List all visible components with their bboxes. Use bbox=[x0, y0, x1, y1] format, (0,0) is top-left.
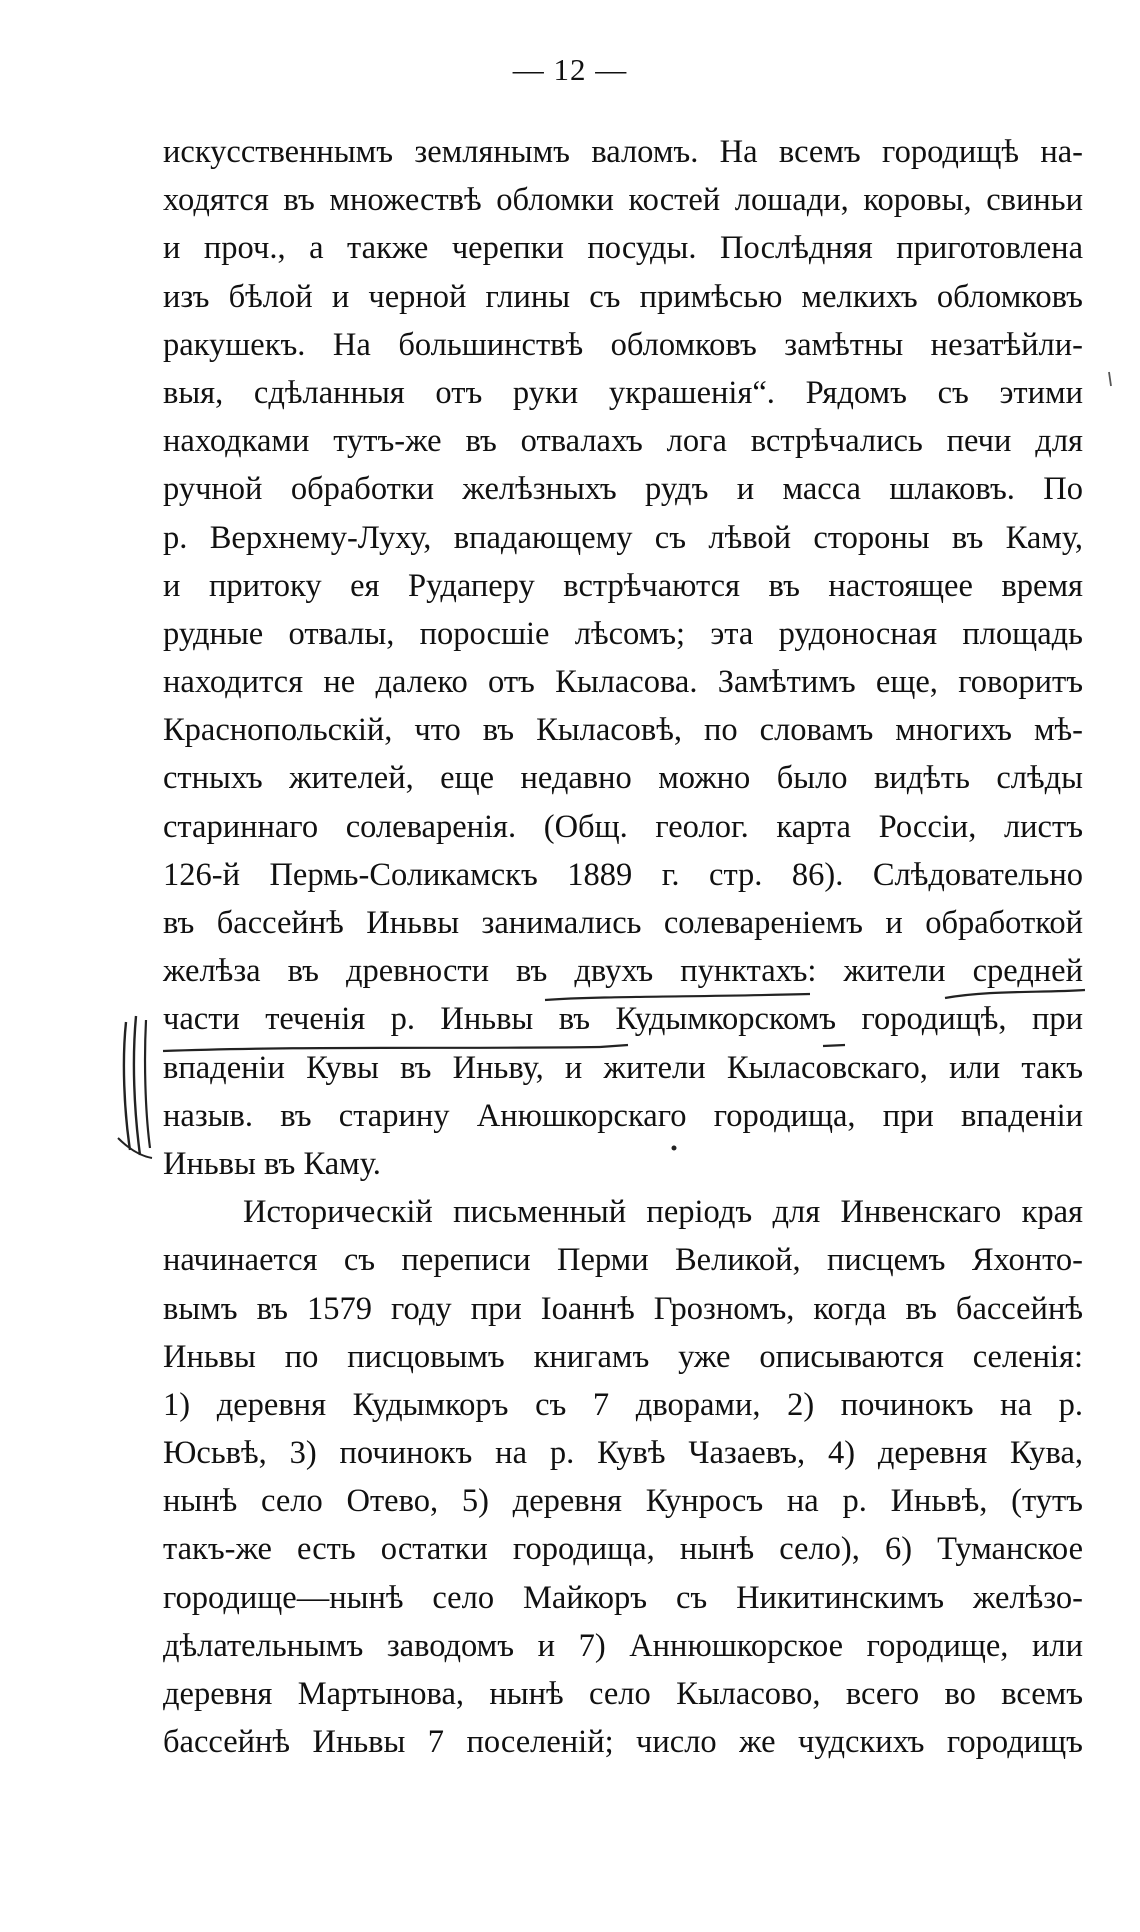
text-line: 1) деревня Кудымкоръ съ 7 дворами, 2) починокъ на р. bbox=[163, 1386, 1083, 1423]
margin-stroke bbox=[134, 1016, 140, 1155]
text-line: дѣлательнымъ заводомъ и 7) Аннюшкорское городище, или bbox=[163, 1627, 1083, 1664]
text-line: Иньвы по писцовымъ книгамъ уже описываются селенія: bbox=[163, 1338, 1083, 1375]
margin-stroke bbox=[145, 1020, 150, 1148]
text-line: городище—нынѣ село Майкоръ съ Никитинскимъ желѣзо- bbox=[163, 1579, 1083, 1616]
text-line: рудные отвалы, поросшіе лѣсомъ; эта рудоносная площадь bbox=[163, 615, 1083, 652]
text-line: стариннаго солеваренія. (Общ. геолог. карта Россіи, листъ bbox=[163, 808, 1083, 845]
text-line: изъ бѣлой и черной глины съ примѣсью мелкихъ обломковъ bbox=[163, 278, 1083, 315]
margin-stroke bbox=[124, 1022, 130, 1150]
text-line: вымъ въ 1579 году при Іоаннѣ Грозномъ, когда въ бассейнѣ bbox=[163, 1290, 1083, 1327]
text-line: и проч., а также черепки посуды. Послѣдняя приготовлена bbox=[163, 230, 1083, 267]
text-line: въ бассейнѣ Иньвы занимались солевареніемъ и обработкой bbox=[163, 905, 1083, 941]
text-line: ракушекъ. На большинствѣ обломковъ замѣтны незатѣйли- bbox=[163, 326, 1083, 363]
text-line: р. Верхнему-Луху, впадающему съ лѣвой стороны въ Каму, bbox=[163, 519, 1083, 556]
text-line: желѣза въ древности въ двухъ пунктахъ: жители средней bbox=[163, 953, 1083, 990]
text-line: 126-й Пермь-Соликамскъ 1889 г. стр. 86). Слѣдовательно bbox=[163, 856, 1083, 893]
text-line: начинается съ переписи Перми Великой, писцемъ Яхонто- bbox=[163, 1242, 1083, 1279]
text-line: Иньвы въ Каму. bbox=[163, 1145, 381, 1182]
page-number: — 12 — bbox=[512, 52, 628, 87]
text-line: находками тутъ-же въ отвалахъ лога встрѣчались печи для bbox=[163, 423, 1083, 460]
text-line: Историческій письменный періодъ для Инвенскаго края bbox=[243, 1194, 1083, 1231]
text-line: деревня Мартынова, нынѣ село Кыласово, всего во всемъ bbox=[163, 1676, 1083, 1712]
margin-pencil-marks bbox=[112, 1010, 162, 1160]
text-line: выя, сдѣланныя отъ руки украшенія“. Рядомъ съ этими bbox=[163, 374, 1083, 411]
text-line: нынѣ село Отево, 5) деревня Кунросъ на р. Иньвѣ, (тутъ bbox=[163, 1483, 1083, 1520]
text-line: находится не далеко отъ Кыласова. Замѣтимъ еще, говоритъ bbox=[163, 664, 1083, 701]
paragraph-1 bbox=[163, 128, 1083, 1188]
text-line: Юсьвѣ, 3) починокъ на р. Кувѣ Чазаевъ, 4) деревня Кува, bbox=[163, 1435, 1083, 1472]
text-line: назыв. въ старину Анюшкорскаго городища, при впаденіи bbox=[163, 1097, 1083, 1134]
text-line: впаденіи Кувы въ Иньву, и жители Кыласовскаго, или такъ bbox=[163, 1049, 1083, 1086]
text-line: ходятся въ множествѣ обломки костей лошади, коровы, свиньи bbox=[163, 182, 1083, 219]
text-line: и притоку ея Рудаперу встрѣчаются въ настоящее время bbox=[163, 567, 1083, 604]
text-line: Краснопольскій, что въ Кыласовѣ, по словамъ многихъ мѣ- bbox=[163, 712, 1083, 749]
text-line: такъ-же есть остатки городища, нынѣ село), 6) Туманское bbox=[163, 1531, 1083, 1568]
text-line: стныхъ жителей, еще недавно можно было видѣть слѣды bbox=[163, 760, 1083, 797]
text-line: искусственнымъ землянымъ валомъ. На всемъ городищѣ на- bbox=[163, 134, 1083, 170]
body-text bbox=[163, 128, 1083, 1766]
margin-stroke bbox=[118, 1138, 152, 1158]
text-line: бассейнѣ Иньвы 7 поселеній; число же чудскихъ городищъ bbox=[163, 1724, 1083, 1761]
paragraph-2 bbox=[163, 1188, 1083, 1766]
text-line: ручной обработки желѣзныхъ рудъ и масса шлаковъ. По bbox=[163, 471, 1083, 508]
stray-tick bbox=[1109, 372, 1111, 386]
text-line: части теченія р. Иньвы въ Кудымкорскомъ городищѣ, при bbox=[163, 1001, 1083, 1038]
